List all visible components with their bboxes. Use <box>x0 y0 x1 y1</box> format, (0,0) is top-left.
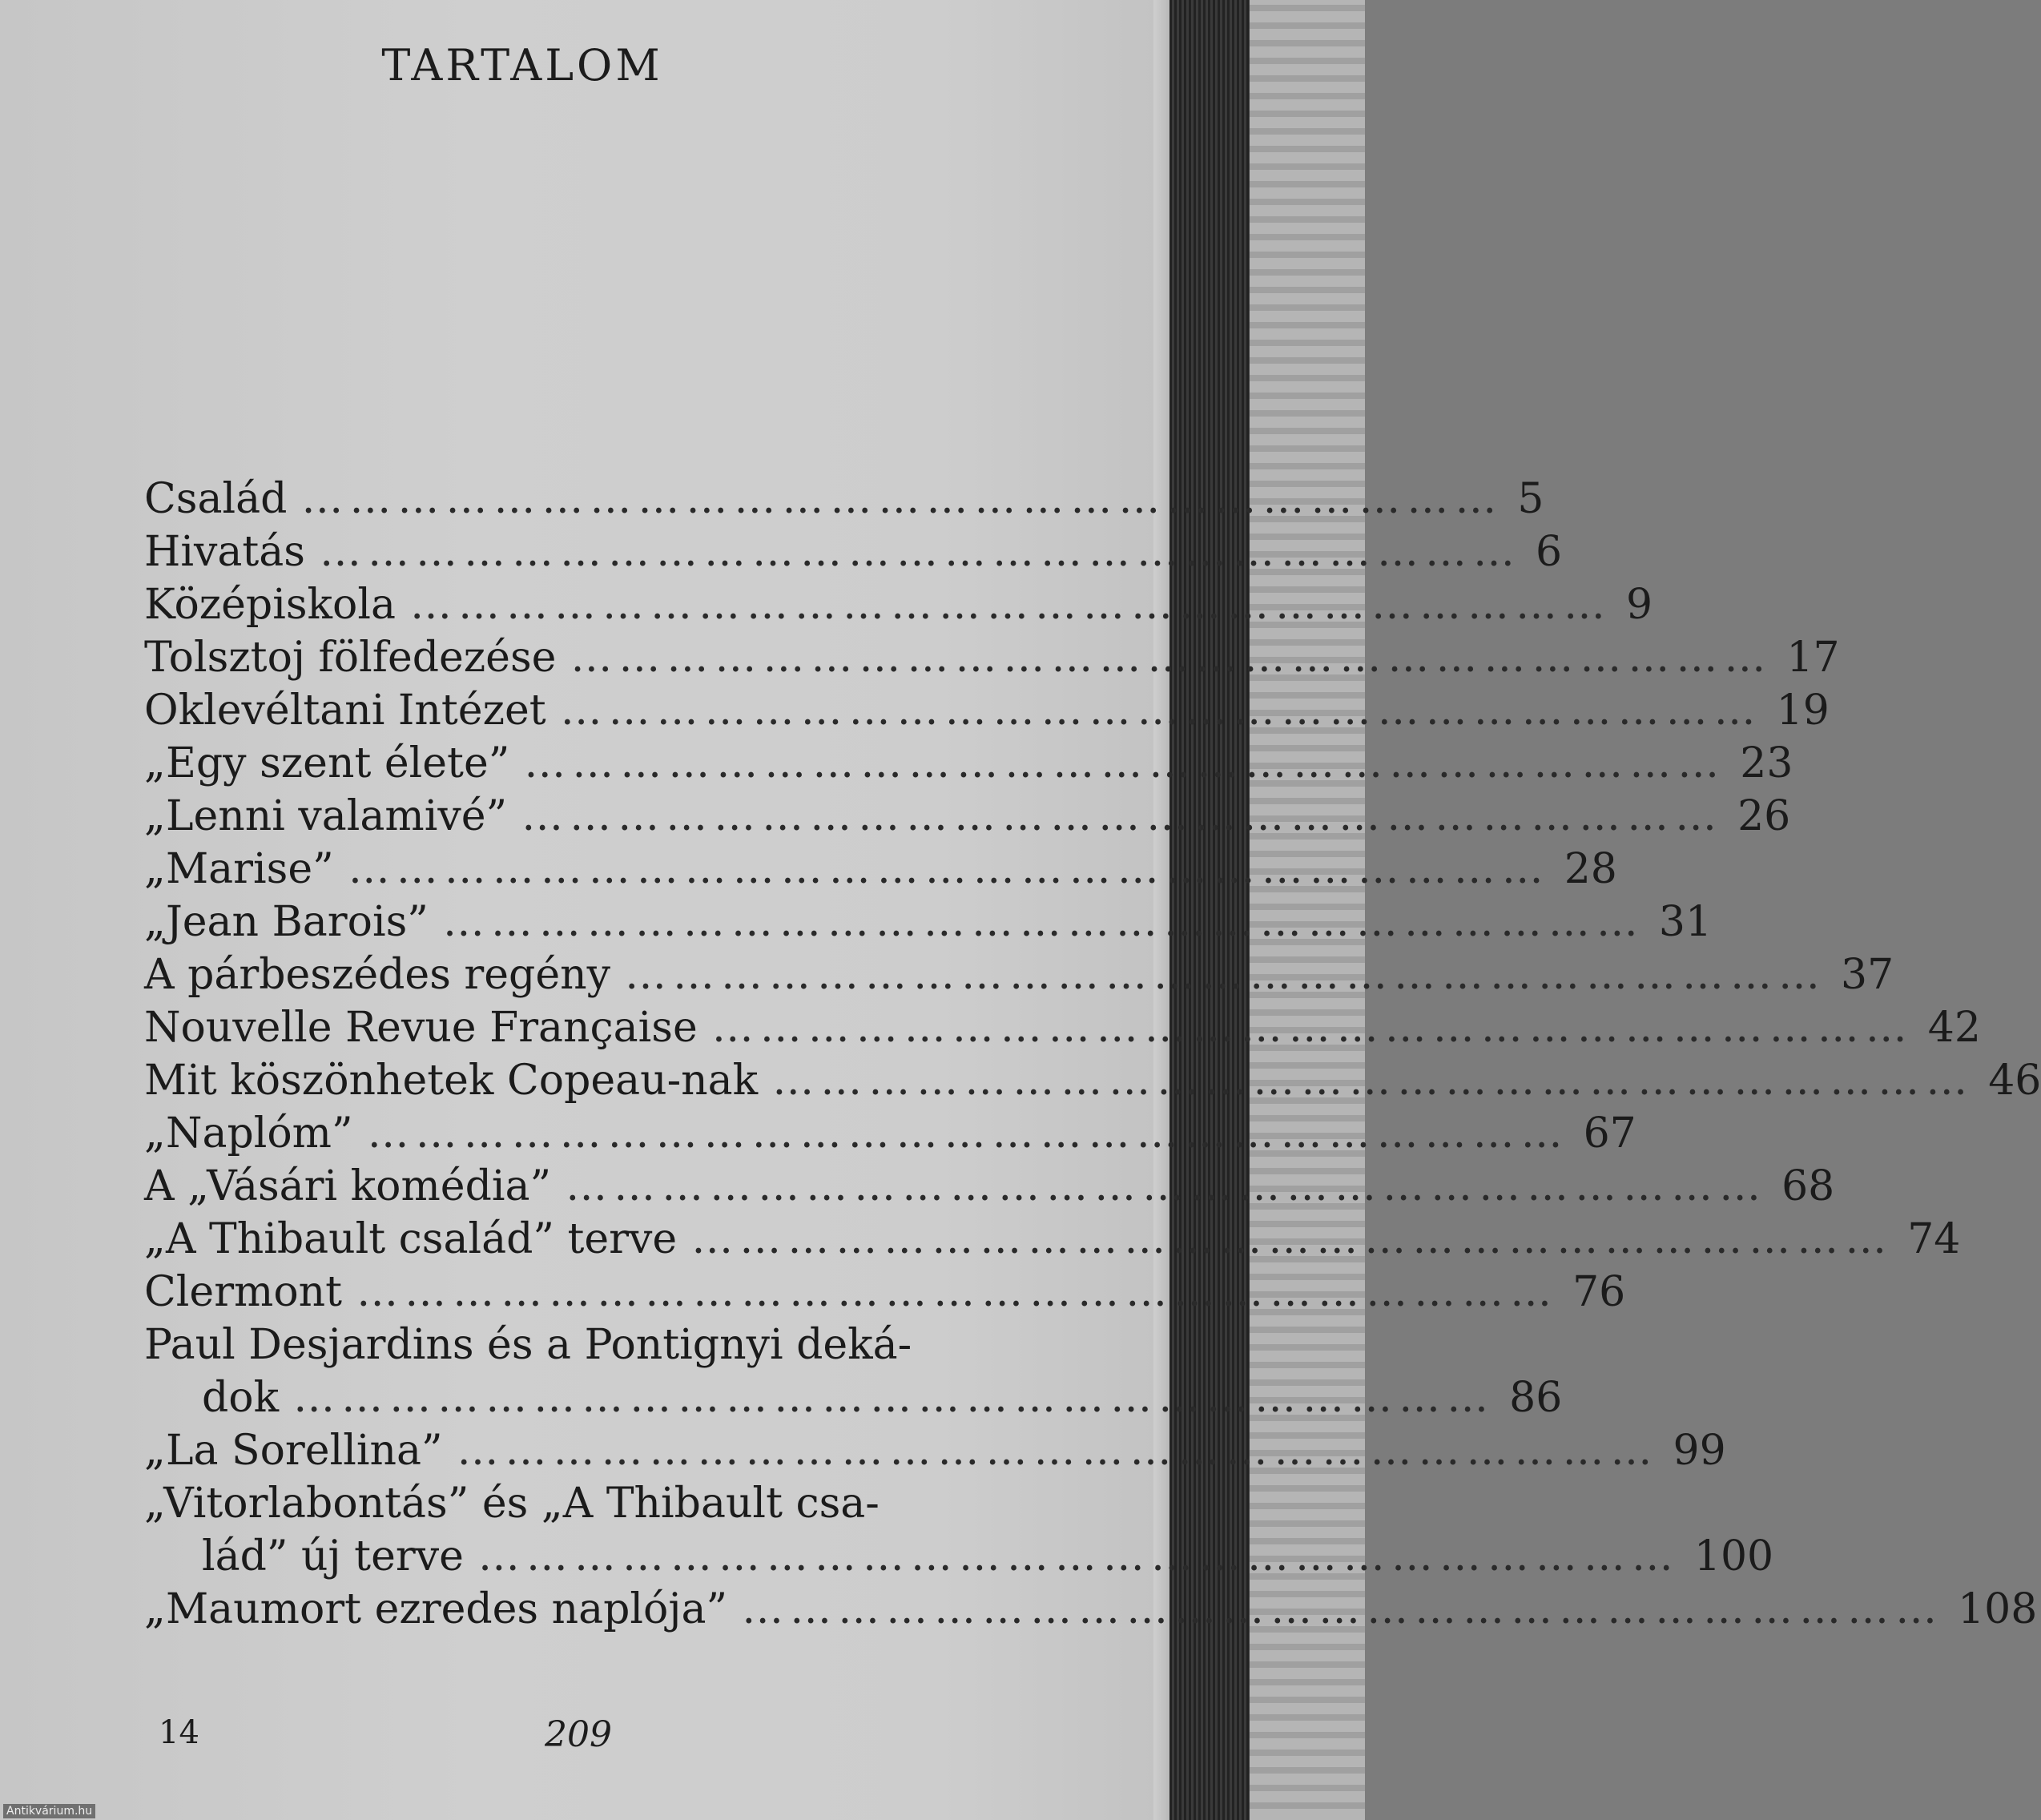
toc-entry-page: 76 <box>1572 1268 1626 1316</box>
dot-leader: ………………………………………………………………… <box>711 1004 1914 1052</box>
toc-entry <box>144 1001 1981 1054</box>
dot-leader: ………………………………………………………………… <box>570 634 1773 682</box>
toc-entry-title: „Marise” <box>144 845 334 893</box>
toc-entry-title: „Vitorlabontás” és „A Thibault csa- <box>144 1480 880 1528</box>
toc-entry-title: A „Vásári komédia” <box>144 1162 552 1210</box>
toc-entry <box>144 631 1840 684</box>
toc-entry-title: Hivatás <box>144 528 305 576</box>
toc-entry <box>144 1107 1636 1160</box>
toc-entry-first-line <box>144 1477 993 1530</box>
dot-leader: ………………………………………………………………… <box>301 475 1504 523</box>
toc-entry-title: „Lenni valamivé” <box>144 792 508 840</box>
toc-entry-page: 17 <box>1786 634 1840 682</box>
toc-entry <box>144 1371 1563 1424</box>
toc-entry-title: Nouvelle Revue Française <box>144 1004 698 1052</box>
toc-entry <box>144 1213 1961 1266</box>
dot-leader: ………………………………………………………………… <box>477 1532 1680 1580</box>
toc-entry-page: 5 <box>1517 475 1544 523</box>
toc-entry-page: 86 <box>1509 1374 1563 1422</box>
toc-entry-title: A párbeszédes regény <box>144 951 610 999</box>
toc-entry-page: 9 <box>1625 581 1653 629</box>
dot-leader: ………………………………………………………………… <box>356 1268 1559 1316</box>
toc-entry-title: „Maumort ezredes naplója” <box>144 1585 728 1633</box>
toc-entry-page: 68 <box>1781 1162 1835 1210</box>
toc-entry <box>144 1424 1726 1477</box>
toc-entry <box>144 1530 1774 1583</box>
dot-leader: ………………………………………………………………… <box>524 739 1726 787</box>
toc-entry <box>144 578 1653 631</box>
toc-entry <box>144 1054 2041 1107</box>
toc-entry-title: Család <box>144 475 288 523</box>
toc-entry-page: 26 <box>1737 792 1791 840</box>
toc-entry-page: 100 <box>1693 1532 1774 1580</box>
dot-leader: ………………………………………………………………… <box>457 1427 1659 1475</box>
dot-leader: ………………………………………………………………… <box>772 1057 1975 1105</box>
toc-entry-title: „A Thibault család” terve <box>144 1215 678 1263</box>
toc-entry <box>144 1160 1835 1213</box>
dot-leader: ………………………………………………………………… <box>367 1109 1569 1158</box>
toc-entry <box>144 948 1894 1001</box>
toc-entry-title: Paul Desjardins és a Pontignyi deká- <box>144 1321 912 1369</box>
toc-entry-page: 19 <box>1776 687 1830 735</box>
page-title: TARTALOM <box>381 40 663 91</box>
toc-entry-title: Clermont <box>144 1268 343 1316</box>
dot-leader: ………………………………………………………………… <box>691 1215 1894 1263</box>
toc-entry-page: 37 <box>1840 951 1894 999</box>
dot-leader: ………………………………………………………………… <box>624 951 1826 999</box>
watermark: Antikvárium.hu <box>3 1804 95 1818</box>
toc-entry-title: „Egy szent élete” <box>144 739 510 787</box>
toc-entry-page: 67 <box>1583 1109 1636 1158</box>
dot-leader: ………………………………………………………………… <box>442 898 1644 946</box>
toc-entry <box>144 737 1793 790</box>
toc-entry <box>144 684 1830 737</box>
toc-entry <box>144 843 1617 896</box>
toc-entry-page: 23 <box>1740 739 1793 787</box>
toc-entry-title: Oklevéltani Intézet <box>144 687 546 735</box>
toc-entry <box>144 1266 1626 1319</box>
toc-entry-title: Mit köszönhetek Copeau-nak <box>144 1057 759 1105</box>
signature-mark: 14 <box>159 1714 199 1751</box>
dot-leader: ………………………………………………………………… <box>293 1374 1496 1422</box>
toc-entry <box>144 790 1791 843</box>
dot-leader: ………………………………………………………………… <box>348 845 1550 893</box>
toc-entry-page: 6 <box>1535 528 1563 576</box>
toc-entry <box>144 896 1713 948</box>
toc-entry-page: 108 <box>1958 1585 2038 1633</box>
toc-entry <box>144 1583 2038 1636</box>
toc-entry <box>144 525 1563 578</box>
toc-entry-first-line <box>144 1319 993 1371</box>
dot-leader: ………………………………………………………………… <box>742 1585 1944 1633</box>
dot-leader: ………………………………………………………………… <box>560 687 1762 735</box>
toc-entry-title: Tolsztoj fölfedezése <box>144 634 557 682</box>
toc-entry-page: 31 <box>1658 898 1713 946</box>
toc-entry-title: Középiskola <box>144 581 396 629</box>
table-of-contents <box>144 473 2041 1636</box>
toc-entry-page: 99 <box>1673 1427 1726 1475</box>
toc-entry-page: 42 <box>1927 1004 1981 1052</box>
toc-entry-title-continued: lád” új terve <box>202 1532 464 1580</box>
page-number: 209 <box>545 1714 612 1755</box>
toc-entry-page: 46 <box>1988 1057 2041 1105</box>
toc-entry-title: „Jean Barois” <box>144 898 429 946</box>
dot-leader: ………………………………………………………………… <box>566 1162 1768 1210</box>
toc-entry-title: „Naplóm” <box>144 1109 353 1158</box>
toc-entry-page: 74 <box>1907 1215 1961 1263</box>
dot-leader: ………………………………………………………………… <box>409 581 1612 629</box>
toc-entry-title-continued: dok <box>202 1374 280 1422</box>
dot-leader: ………………………………………………………………… <box>319 528 1521 576</box>
toc-entry-title: „La Sorellina” <box>144 1427 443 1475</box>
dot-leader: ………………………………………………………………… <box>521 792 1724 840</box>
toc-entry <box>144 473 1544 525</box>
toc-entry-page: 28 <box>1564 845 1617 893</box>
